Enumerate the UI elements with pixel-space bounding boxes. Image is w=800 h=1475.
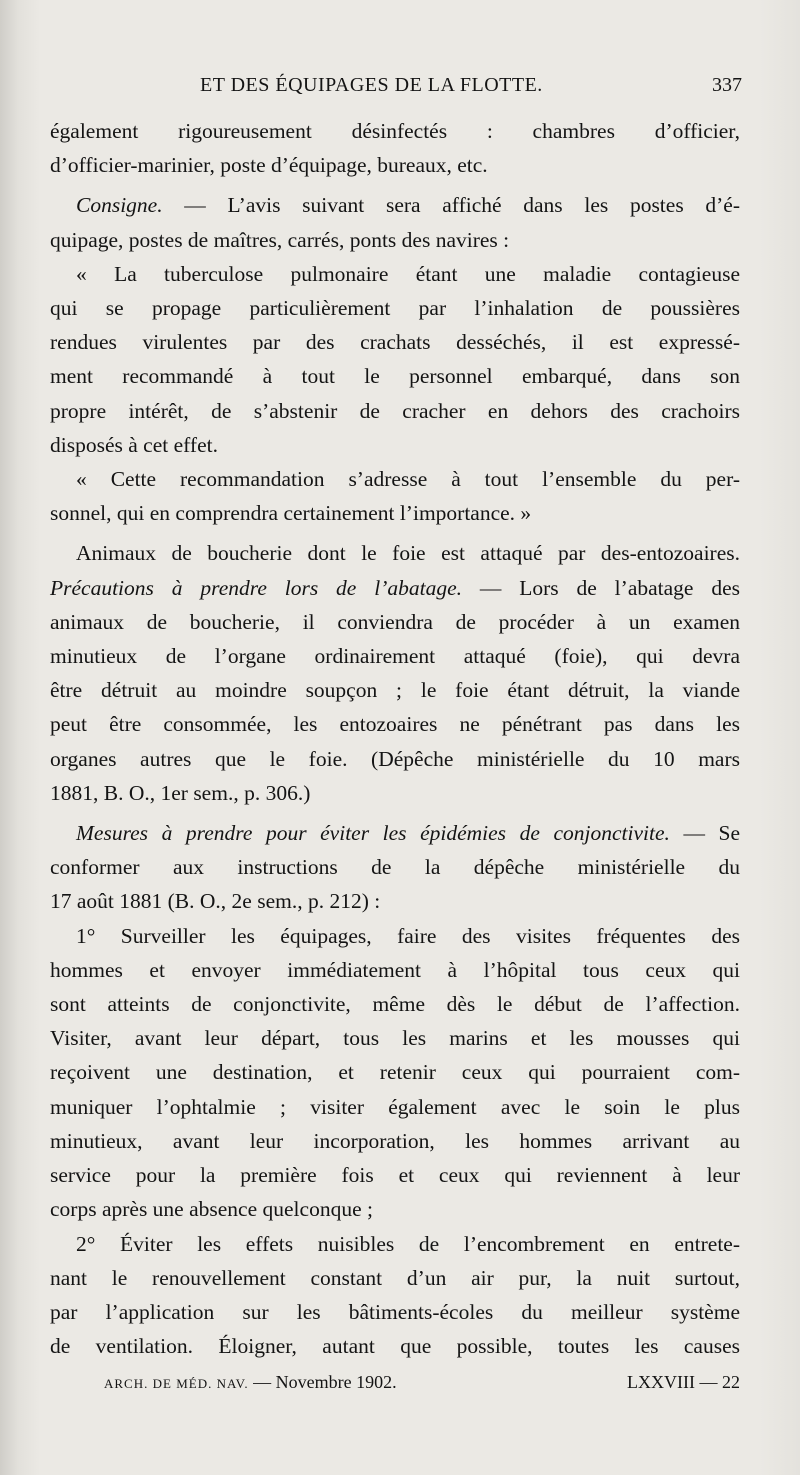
text-line: Visiter, avant leur départ, tous les marins et les mousses qui (50, 1026, 740, 1051)
text-line: propre intérêt, de s’abstenir de cracher en dehors des crachoirs (50, 398, 740, 423)
text-line: muniquer l’ophtalmie ; visiter également avec le soin le plus (50, 1094, 740, 1119)
text-line (50, 816, 740, 850)
section-subheading: Précautions à prendre lors de l’abatage. (50, 575, 462, 600)
text-line: 2° Éviter les effets nuisibles de l’encombrement en entrete- (76, 1231, 740, 1256)
text-line: minutieux de l’organe ordinairement attaqué (foie), qui devra (50, 644, 740, 669)
text-line: conformer aux instructions de la dépêche ministérielle du (50, 855, 740, 880)
text-line: minutieux, avant leur incorporation, les hommes arrivant au (50, 1128, 740, 1153)
running-title: ET DES ÉQUIPAGES DE LA FLOTTE. (200, 74, 543, 96)
text-line: hommes et envoyer immédiatement à l’hôpital tous ceux qui (50, 957, 740, 982)
text-line: corps après une absence quelconque ; (50, 1197, 373, 1222)
text-line: quipage, postes de maîtres, carrés, ponts des navires : (50, 227, 510, 252)
paragraph-item-2 (50, 1227, 740, 1364)
text-line: 17 août 1881 (B. O., 2e sem., p. 212) : (50, 889, 381, 914)
text-line: disposés à cet effet. (50, 432, 218, 457)
section-heading: Animaux de boucherie dont le foie est attaqué par des-entozoaires. (76, 541, 740, 566)
body-text (50, 114, 740, 1363)
page-number: 337 (712, 74, 742, 96)
text-line: organes autres que le foie. (Dépêche ministérielle du 10 mars (50, 746, 740, 771)
text-line: sont atteints de conjonctivite, même dès le début de l’affection. (50, 992, 740, 1017)
text-line: 1° Surveiller les équipages, faire des visites fréquentes des (76, 923, 740, 948)
text-line: qui se propage particulièrement par l’inhalation de poussières (50, 296, 740, 321)
text-line: ment recommandé à tout le personnel embarqué, dans son (50, 364, 740, 389)
journal-citation (104, 1372, 397, 1393)
text-line: également rigoureusement désinfectés : chambres d’officier, (50, 119, 740, 143)
paragraph-animaux-boucherie (50, 536, 740, 810)
text-line: de ventilation. Éloigner, autant que possible, toutes les causes (50, 1334, 740, 1359)
text-fragment: — Lors de l’abatage des (462, 575, 740, 600)
text-line (50, 188, 740, 222)
paragraph-conjonctivite (50, 816, 740, 919)
issue-date: — Novembre 1902. (248, 1372, 397, 1392)
text-line: peut être consommée, les entozoaires ne pénétrant pas dans les (50, 712, 740, 737)
paragraph-quote-tuberculose (50, 257, 740, 462)
text-line: « La tuberculose pulmonaire étant une maladie contagieuse (76, 261, 740, 286)
text-line: d’officier-marinier, poste d’équipage, bureaux, etc. (50, 153, 488, 178)
text-line: être détruit au moindre soupçon ; le foie étant détruit, la viande (50, 678, 740, 703)
text-line (50, 571, 740, 605)
signature-mark: LXXVIII — 22 (627, 1372, 740, 1392)
text-line: sonnel, qui en comprendra certainement l’importance. » (50, 501, 532, 526)
text-fragment: — L’avis suivant sera affiché dans les postes d’é- (162, 193, 740, 218)
running-header (0, 74, 800, 104)
paragraph-item-1 (50, 919, 740, 1227)
paragraph-quote-recommandation (50, 462, 740, 530)
text-line: reçoivent une destination, et retenir ceux qui pourraient com- (50, 1060, 740, 1085)
journal-abbrev: ARCH. DE MÉD. NAV. (104, 1376, 249, 1391)
section-lead: Consigne. (76, 193, 163, 218)
section-heading: Mesures à prendre pour éviter les épidémies de conjonctivite. (76, 821, 670, 846)
text-line: service pour la première fois et ceux qui reviennent à leur (50, 1163, 740, 1188)
text-line: animaux de boucherie, il conviendra de procéder à un examen (50, 609, 740, 634)
paragraph-consigne (50, 188, 740, 256)
text-line: nant le renouvellement constant d’un air pur, la nuit surtout, (50, 1265, 740, 1290)
text-fragment: — Se (669, 821, 741, 846)
paragraph-disinfection (50, 114, 740, 182)
text-line: rendues virulentes par des crachats desséchés, il est expressé- (50, 330, 740, 355)
text-line: par l’application sur les bâtiments-écoles du meilleur système (50, 1299, 740, 1324)
text-line: « Cette recommandation s’adresse à tout l’ensemble du per- (76, 467, 740, 492)
page-footer (0, 1372, 800, 1402)
text-line: 1881, B. O., 1er sem., p. 306.) (50, 780, 311, 805)
